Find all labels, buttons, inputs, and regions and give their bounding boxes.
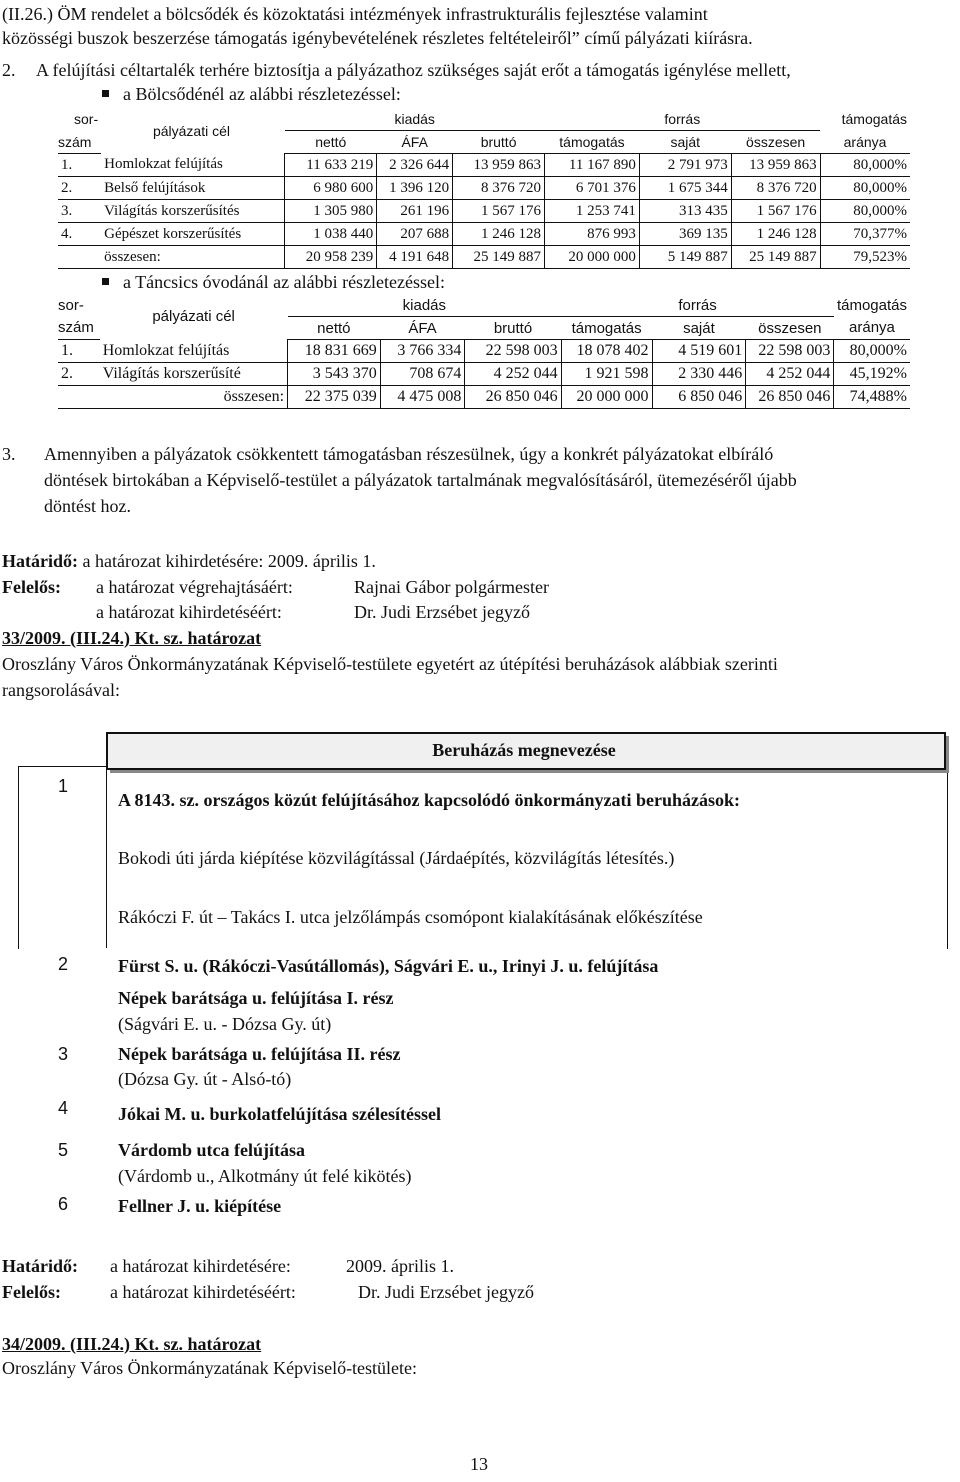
- responsible-1-role: a határozat végrehajtásáért:: [96, 577, 293, 597]
- table-row: [58, 363, 910, 386]
- row-goal: Homlokzat felújítás: [101, 154, 285, 177]
- total-value: 26 850 046: [746, 386, 834, 409]
- row-value: 4 519 601: [652, 340, 746, 363]
- row-value: 70,377%: [820, 223, 910, 246]
- row-value: 2 326 644: [377, 154, 453, 177]
- row-value: 1 921 598: [561, 363, 652, 386]
- total-value: 20 000 000: [545, 246, 640, 269]
- table-total-row: [58, 246, 910, 269]
- header-sor: sor-: [74, 111, 99, 128]
- row-value: 207 688: [377, 223, 453, 246]
- investment-1-title: A 8143. sz. országos közút felújításához kapcsolódó önkormányzati beruházások:: [118, 790, 741, 810]
- row-value: 876 993: [545, 223, 640, 246]
- resolution-33-line-2: rangsorolásával:: [2, 680, 120, 700]
- total-value: 26 850 046: [465, 386, 561, 409]
- row-value: 11 167 890: [545, 154, 640, 177]
- total-value: 5 149 887: [639, 246, 731, 269]
- table-row: [58, 340, 910, 363]
- point3-line-1: Amennyiben a pályázatok csökkentett támogatásban részesülnek, úgy a konkrét pályázatokat elbíráló: [44, 444, 774, 464]
- table-tancsics-body: [58, 340, 910, 409]
- row-value: 22 598 003: [746, 340, 834, 363]
- investment-number-5: 5: [58, 1140, 69, 1160]
- table-bolcsode-body: [58, 154, 910, 269]
- row-value: 8 376 720: [453, 177, 545, 200]
- responsible-2-label: Felelős:: [2, 1282, 61, 1302]
- investment-6-title: Fellner J. u. kiépítése: [118, 1196, 282, 1216]
- total-value: 4 191 648: [377, 246, 453, 269]
- header-aranya: aránya: [834, 317, 910, 340]
- header-brutto: bruttó: [453, 131, 545, 154]
- investment-4-title: Jókai M. u. burkolatfelújítása szélesítéssel: [118, 1104, 441, 1124]
- row-value: 18 831 669: [288, 340, 381, 363]
- row-number: 2.: [58, 363, 100, 386]
- investment-number-2: 2: [58, 954, 69, 974]
- header-tamogatas: támogatás: [545, 131, 640, 154]
- total-value: 79,523%: [820, 246, 910, 269]
- row-value: 1 253 741: [545, 200, 640, 223]
- row-value: 261 196: [377, 200, 453, 223]
- responsible-2-text: a határozat kihirdetéséért:: [110, 1282, 296, 1302]
- row-value: 1 567 176: [731, 200, 820, 223]
- row-goal: Belső felújítások: [101, 177, 285, 200]
- row-number: 4.: [58, 223, 101, 246]
- row-value: 4 252 044: [465, 363, 561, 386]
- row-goal: Homlokzat felújítás: [100, 340, 288, 363]
- row-value: 1 396 120: [377, 177, 453, 200]
- row-value: 80,000%: [820, 177, 910, 200]
- row-number: [58, 246, 101, 269]
- row-value: 369 135: [639, 223, 731, 246]
- investment-2-title: Fürst S. u. (Rákóczi-Vasútállomás), Ságvári E. u., Irinyi J. u. felújítása: [118, 956, 659, 976]
- header-forras: forrás: [561, 294, 834, 317]
- row-value: 1 567 176: [453, 200, 545, 223]
- bullet-icon: [102, 278, 109, 285]
- header-tamogatas-top: támogatás: [841, 111, 907, 128]
- point2-text: A felújítási céltartalék terhére biztosítja a pályázathoz szükséges saját erőt a támogatás igénylése mellett,: [36, 60, 791, 80]
- total-value: 4 475 008: [380, 386, 465, 409]
- deadline-text: a határozat kihirdetésére: 2009. április 1.: [82, 551, 376, 571]
- header-tamogatas-top: támogatás: [836, 296, 907, 314]
- header-kiadas: kiadás: [285, 108, 545, 131]
- row-value: 22 598 003: [465, 340, 561, 363]
- header-netto: nettó: [288, 317, 381, 340]
- total-value: 25 149 887: [731, 246, 820, 269]
- row-goal: Világítás korszerűsítés: [101, 200, 285, 223]
- bullet-tancsics: [102, 270, 445, 294]
- header-cel: pályázati cél: [152, 308, 235, 326]
- bullet-bolcsode-text: a Bölcsődénél az alábbi részletezéssel:: [123, 84, 401, 104]
- investment-number-3: 3: [58, 1044, 69, 1064]
- responsible-2-name: Dr. Judi Erzsébet jegyző: [354, 602, 530, 622]
- row-value: 18 078 402: [561, 340, 652, 363]
- row-value: 11 633 219: [285, 154, 377, 177]
- row-value: 1 038 440: [285, 223, 377, 246]
- row-number: [58, 386, 100, 409]
- row-number: 1.: [58, 340, 100, 363]
- investment-number-4: 4: [58, 1098, 69, 1118]
- resolution-33-line-1: Oroszlány Város Önkormányzatának Képviselő-testülete egyetért az útépítési beruházások alábbiak szerinti: [2, 654, 778, 674]
- row-value: 1 246 128: [731, 223, 820, 246]
- header-cel: pályázati cél: [152, 122, 230, 139]
- row-goal: Világítás korszerűsíté: [100, 363, 288, 386]
- table-bolcsode: [58, 108, 910, 269]
- point3-line-3: döntést hoz.: [44, 496, 131, 516]
- investment-header: Beruházás megnevezése: [432, 740, 616, 760]
- total-value: 25 149 887: [453, 246, 545, 269]
- responsible-2-person: Dr. Judi Erzsébet jegyző: [358, 1282, 534, 1302]
- header-osszesen: összesen: [746, 317, 834, 340]
- total-value: 20 000 000: [561, 386, 652, 409]
- table-total-row: [58, 386, 910, 409]
- total-value: 22 375 039: [288, 386, 381, 409]
- row-value: 80,000%: [834, 340, 910, 363]
- header-sajat: saját: [652, 317, 746, 340]
- investment-divider: [106, 766, 107, 948]
- row-number: 1.: [58, 154, 101, 177]
- investment-1-item-b: Rákóczi F. út – Takács I. utca jelzőlámpás csomópont kialakításának előkészítése: [118, 907, 703, 927]
- deadline-1: [2, 549, 376, 573]
- header-afa: ÁFA: [377, 131, 453, 154]
- investment-2-sub: Népek barátsága u. felújítása I. rész: [118, 988, 394, 1008]
- row-value: 4 252 044: [746, 363, 834, 386]
- point3-line-2: döntések birtokában a Képviselő-testület a pályázatok tartalmának megvalósításáról, ütemezéséről újabb: [44, 470, 797, 490]
- bullet-tancsics-text: a Táncsics óvodánál az alábbi részletezéssel:: [123, 272, 446, 292]
- header-line-1: (II.26.) ÖM rendelet a bölcsődék és közoktatási intézmények infrastrukturális fejlesztése valamint: [2, 4, 708, 24]
- resolution-34-title: 34/2009. (III.24.) Kt. sz. határozat: [2, 1334, 262, 1354]
- total-label: összesen:: [101, 246, 285, 269]
- total-value: 20 958 239: [285, 246, 377, 269]
- table-row: [58, 154, 910, 177]
- row-value: 2 791 973: [639, 154, 731, 177]
- bullet-icon: [102, 90, 109, 97]
- header-tamogatas: támogatás: [561, 317, 652, 340]
- row-value: 45,192%: [834, 363, 910, 386]
- row-value: 1 305 980: [285, 200, 377, 223]
- investment-5-title: Várdomb utca felújítása: [118, 1140, 305, 1160]
- page-number: 13: [470, 1454, 488, 1474]
- row-value: 13 959 863: [453, 154, 545, 177]
- header-szam: szám: [58, 317, 100, 340]
- row-value: 1 675 344: [639, 177, 731, 200]
- header-brutto: bruttó: [465, 317, 561, 340]
- total-label: összesen:: [100, 386, 288, 409]
- table-row: [58, 200, 910, 223]
- deadline-2-date: 2009. április 1.: [346, 1256, 454, 1276]
- investment-number-1: 1: [58, 776, 69, 796]
- responsible-label: Felelős:: [2, 577, 61, 597]
- header-osszesen: összesen: [731, 131, 820, 154]
- row-number: 2.: [58, 177, 101, 200]
- total-value: 6 850 046: [652, 386, 746, 409]
- row-value: 80,000%: [820, 154, 910, 177]
- investment-3-detail: (Dózsa Gy. út - Alsó-tó): [118, 1069, 292, 1089]
- header-aranya: aránya: [820, 131, 910, 154]
- resolution-33-title: 33/2009. (III.24.) Kt. sz. határozat: [2, 628, 262, 648]
- table-row: [58, 177, 910, 200]
- investment-5-detail: (Várdomb u., Alkotmány út felé kikötés): [118, 1166, 412, 1186]
- point2-number: 2.: [2, 60, 16, 80]
- investment-2-detail: (Ságvári E. u. - Dózsa Gy. út): [118, 1014, 332, 1034]
- investment-1-item-a: Bokodi úti járda kiépítése közvilágítással (Járdaépítés, közvilágítás létesítés.): [118, 848, 675, 868]
- row-value: 3 543 370: [288, 363, 381, 386]
- row-value: 3 766 334: [380, 340, 465, 363]
- header-afa: ÁFA: [380, 317, 465, 340]
- row-number: 3.: [58, 200, 101, 223]
- header-netto: nettó: [285, 131, 377, 154]
- deadline-2-text: a határozat kihirdetésére:: [110, 1256, 291, 1276]
- header-kiadas: kiadás: [288, 294, 562, 317]
- resolution-34-line-1: Oroszlány Város Önkormányzatának Képviselő-testülete:: [2, 1358, 418, 1378]
- row-value: 6 701 376: [545, 177, 640, 200]
- row-value: 313 435: [639, 200, 731, 223]
- investment-3-title: Népek barátsága u. felújítása II. rész: [118, 1044, 401, 1064]
- row-value: 8 376 720: [731, 177, 820, 200]
- row-value: 1 246 128: [453, 223, 545, 246]
- header-forras: forrás: [545, 108, 821, 131]
- row-value: 6 980 600: [285, 177, 377, 200]
- deadline-label: Határidő:: [2, 551, 78, 571]
- header-sajat: saját: [639, 131, 731, 154]
- header-line-2: közösségi buszok beszerzése támogatás igénybevételének részletes feltételeiről” című pályázati kiírásra.: [2, 28, 753, 48]
- investment-number-6: 6: [58, 1194, 69, 1214]
- table-row: [58, 223, 910, 246]
- row-value: 80,000%: [820, 200, 910, 223]
- total-value: 74,488%: [834, 386, 910, 409]
- row-goal: Gépészet korszerűsítés: [101, 223, 285, 246]
- bullet-bolcsode: [102, 82, 401, 106]
- row-value: 2 330 446: [652, 363, 746, 386]
- point3-number: 3.: [2, 444, 16, 464]
- header-sor: sor-: [58, 296, 84, 314]
- row-value: 708 674: [380, 363, 465, 386]
- table-tancsics: [58, 294, 910, 409]
- row-value: 13 959 863: [731, 154, 820, 177]
- responsible-1-name: Rajnai Gábor polgármester: [354, 577, 549, 597]
- deadline-2-label: Határidő:: [2, 1256, 78, 1276]
- responsible-2-role: a határozat kihirdetéséért:: [96, 602, 282, 622]
- header-szam: szám: [58, 131, 101, 154]
